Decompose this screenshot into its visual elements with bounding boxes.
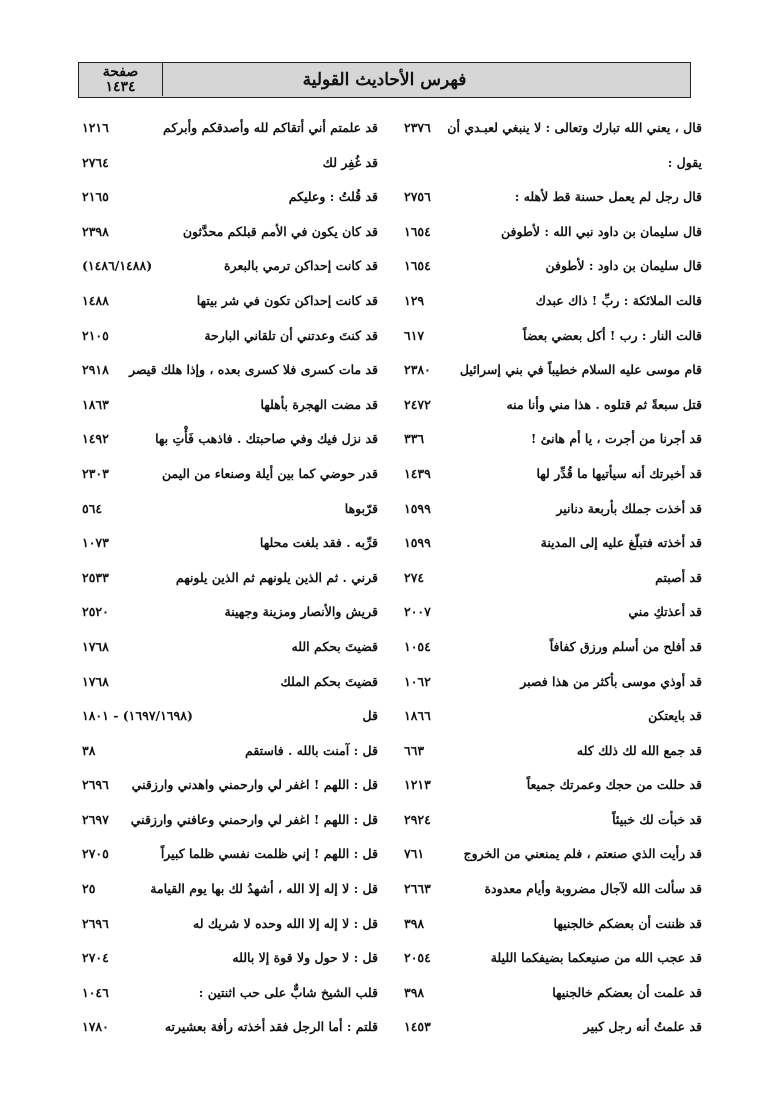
entry-text: قد رأيت الذي صنعتم ، فلم يمنعني من الخروج (463, 846, 702, 862)
index-entry (80, 700, 378, 735)
index-entry (400, 285, 702, 320)
entry-text: قد كنتَ وعدتني أن تلقاني البارحة (204, 327, 378, 343)
entry-text: قلب الشيخ شابٌّ على حب اثنتين : (198, 984, 378, 1000)
entry-text: قل : اللهم ! اغفر لي وارحمني واهدني وارزقني (131, 777, 378, 793)
entry-text: قل : لا إله إلا الله ، أشهدُ لك بها يوم القيامة (150, 881, 378, 897)
entry-text: قد مضت الهجرة بأهلها (260, 396, 378, 412)
entry-text: قد نزل فيك وفي صاحبتك . فاذهب فَأْتِ بها (155, 431, 378, 447)
entry-hadith-number: ١٧٨٠ (82, 1019, 109, 1035)
index-entry (80, 354, 378, 389)
entry-hadith-number: ٢٣٠٣ (82, 465, 109, 481)
entry-hadith-number: ١٠٥٤ (404, 638, 431, 654)
index-entry (80, 769, 378, 804)
index-entry (80, 493, 378, 528)
entry-hadith-number: ٢٧٠٥ (82, 846, 109, 862)
entry-text: قد كانت إحداكن تكون في شر بيتها (196, 292, 378, 308)
entry-text: قضيتَ بحكم الله (291, 638, 378, 654)
entry-hadith-number: ٢٧٥٦ (404, 189, 431, 205)
entry-hadith-number: ١٤٥٣ (404, 1019, 431, 1035)
entry-hadith-number: ١٢١٦ (82, 120, 109, 135)
index-entry (80, 181, 378, 216)
entry-text: قال سليمان بن داود نبي الله : لأطوفن (501, 223, 702, 239)
entry-hadith-number: ٢٩٢٤ (404, 811, 431, 827)
entry-hadith-number: ٥٦٤ (82, 500, 103, 516)
index-entry (400, 112, 702, 147)
entry-text: قد ظننت أن بعضكم خالجنيها (553, 915, 702, 931)
index-entry (400, 354, 702, 389)
entry-text: قد مات كسرى فلا كسرى بعده ، وإذا هلك قيصر (129, 362, 378, 378)
entry-hadith-number: ٢٦٩٦ (82, 777, 109, 793)
index-entry (80, 908, 378, 943)
entry-hadith-number: ٦١٧ (404, 327, 425, 343)
index-entry (80, 250, 378, 285)
entry-text: قد علمت أن بعضكم خالجنيها (552, 984, 702, 1000)
index-entry (400, 666, 702, 701)
index-entry (80, 285, 378, 320)
entry-hadith-number: ٢٧٠٤ (82, 950, 109, 966)
entry-hadith-number: ١٥٩٩ (404, 500, 431, 516)
entry-text: قد كان يكون في الأمم قبلكم محدَّثون (182, 223, 378, 239)
index-entry (80, 666, 378, 701)
index-entry (80, 873, 378, 908)
entry-hadith-number: ١٨٦٣ (82, 396, 109, 412)
entry-hadith-number: ١٥٩٩ (404, 535, 431, 551)
entry-text: قريش والأنصار ومزينة وجهينة (224, 604, 378, 620)
index-entry (400, 216, 702, 251)
index-entry (400, 769, 702, 804)
entry-text: قد قُلتُ : وعليكم (288, 189, 378, 205)
entry-hadith-number: ٣٨ (82, 742, 96, 758)
entry-hadith-number: ٢٩١٨ (82, 362, 109, 378)
entry-hadith-number: ١٠٦٢ (404, 673, 431, 689)
entry-hadith-number: ١٢٩ (404, 292, 425, 308)
entry-hadith-number: ٢٧٤ (404, 569, 425, 585)
entry-hadith-number: ٢١٠٥ (82, 327, 109, 343)
index-entry (400, 458, 702, 493)
index-entry (400, 147, 702, 182)
entry-hadith-number: ١٤٣٩ (404, 465, 431, 481)
entry-text: قالت الملائكة : ربِّ ! ذاك عبدك (535, 292, 702, 308)
index-entry (80, 838, 378, 873)
entry-text: قد أعذتكِ مني (628, 604, 702, 620)
index-entry (400, 631, 702, 666)
page-header (78, 62, 691, 98)
page-number-box (79, 63, 163, 96)
index-entry (80, 147, 378, 182)
entry-text: قد بايعتكن (648, 708, 702, 724)
index-entry (80, 112, 378, 147)
index-entry (80, 596, 378, 631)
index-entry (400, 1011, 702, 1046)
entry-hadith-number: ٢٥٣٣ (82, 569, 109, 585)
index-entry (400, 527, 702, 562)
entry-hadith-number: ٣٩٨ (404, 915, 425, 931)
index-entry (80, 1011, 378, 1046)
index-entry (80, 735, 378, 770)
page-title: فهرس الأحاديث القولية (302, 69, 467, 90)
index-entry (80, 216, 378, 251)
index-entry (400, 977, 702, 1012)
entry-text: قد علمتم أني أتقاكم لله وأصدقكم وأبركم (163, 120, 378, 135)
entry-text: قل : آمنت بالله . فاستقم (245, 742, 378, 758)
index-entry (80, 804, 378, 839)
entry-text: قد جمع الله لك ذلك كله (576, 742, 702, 758)
entry-hadith-number: ١٦٥٤ (404, 258, 431, 274)
entry-hadith-number: ٢٠٠٧ (404, 604, 431, 620)
entry-text: قل : اللهم ! إني ظلمت نفسي ظلما كبيراً (160, 846, 378, 862)
entry-text: قلتم : أما الرجل فقد أخذته رأفة بعشيرته (164, 1019, 378, 1035)
index-entry (400, 562, 702, 597)
entry-hadith-number: ٢٦٦٣ (404, 881, 431, 897)
entry-hadith-number: ١٧٦٨ (82, 638, 109, 654)
entry-hadith-number: ٢٥٢٠ (82, 604, 109, 620)
entry-text: قل : لا إله إلا الله وحده لا شريك له (193, 915, 378, 931)
entry-text: قد أجرنا من أجرت ، يا أم هانئ ! (530, 431, 702, 447)
entry-text: قام موسى عليه السلام خطيباً في بني إسرائيل (459, 362, 702, 378)
entry-hadith-number: ٢١٦٥ (82, 189, 109, 205)
entry-hadith-number: ٢٠٥٤ (404, 950, 431, 966)
index-entry (80, 389, 378, 424)
entry-text: قتل سبعةً ثم قتلوه . هذا مني وأنا منه (506, 396, 702, 412)
index-entry (400, 493, 702, 528)
entry-text: قد أفلح من أسلم ورزق كفافاً (549, 638, 702, 654)
entry-hadith-number: ٢٣٧٦ (404, 120, 431, 135)
entry-hadith-number: (١٦٩٧/١٦٩٨) - ١٨٠١ (82, 708, 193, 724)
entry-hadith-number: ١٤٨٨ (82, 292, 109, 308)
entry-text: قرِّبه . فقد بلغت محلها (259, 535, 378, 551)
entry-text: قرّبوها (344, 500, 378, 516)
entry-hadith-number: ٢٣٩٨ (82, 223, 109, 239)
index-entry (400, 389, 702, 424)
entry-hadith-number: ٣٣٦ (404, 431, 425, 447)
entry-hadith-number: ٢٧٦٤ (82, 154, 109, 170)
entry-hadith-number: ١٦٥٤ (404, 223, 431, 239)
entry-hadith-number: ١٠٤٦ (82, 984, 109, 1000)
entry-hadith-number: (١٤٨٦/١٤٨٨) (82, 258, 153, 274)
index-entry (400, 804, 702, 839)
entry-text: قد أخذته فتبلّغ عليه إلى المدينة (540, 535, 702, 551)
index-entry (80, 423, 378, 458)
entry-text: قل : اللهم ! اغفر لي وارحمني وعافني وارزقني (130, 811, 378, 827)
entry-hadith-number: ١٨٦٦ (404, 708, 431, 724)
index-entry (80, 977, 378, 1012)
index-column-left (80, 112, 378, 1046)
entry-text: قد عجب الله من صنيعكما بضيفكما الليلة (490, 950, 702, 966)
entry-hadith-number: ١٤٩٢ (82, 431, 109, 447)
entry-text: قضيتَ بحكم الملك (280, 673, 378, 689)
entry-hadith-number: ١٧٦٨ (82, 673, 109, 689)
index-column-right (400, 112, 702, 1046)
entry-text: قد غُفِر لك (322, 154, 378, 170)
entry-text: قد أخبرتك أنه سيأتيها ما قُدِّر لها (536, 465, 702, 481)
entry-text: قال سليمان بن داود : لأطوفن (545, 258, 702, 274)
entry-text: قد علمتُ أنه رجل كبير (583, 1019, 702, 1035)
entry-text: يقول : (667, 154, 702, 170)
index-entry (80, 458, 378, 493)
entry-text: قالت النار : رب ! أكل بعضي بعضاً (523, 327, 702, 343)
index-entry (400, 320, 702, 355)
index-entry (400, 700, 702, 735)
entry-hadith-number: ٢٤٧٢ (404, 396, 431, 412)
index-entry (400, 181, 702, 216)
entry-hadith-number: ٢٣٨٠ (404, 362, 431, 378)
index-entry (400, 250, 702, 285)
index-entry (80, 631, 378, 666)
index-entry (400, 908, 702, 943)
index-entry (400, 838, 702, 873)
page-label: صفحة (102, 63, 139, 80)
entry-hadith-number: ٧٦١ (404, 846, 425, 862)
entry-text: قد أصبتم (655, 569, 702, 585)
index-entry (400, 942, 702, 977)
index-entry (400, 423, 702, 458)
entry-hadith-number: ٦٦٣ (404, 742, 425, 758)
entry-text: قد سألت الله لآجال مضروبة وأيام معدودة (484, 881, 702, 897)
entry-text: قد أوذي موسى بأكثر من هذا فصبر (520, 673, 702, 689)
entry-text: قال رجل لم يعمل حسنة قط لأهله : (514, 189, 702, 205)
entry-text: قدر حوضي كما بين أيلة وصنعاء من اليمن (162, 465, 378, 481)
entry-hadith-number: ١٠٧٣ (82, 535, 109, 551)
index-entry (80, 527, 378, 562)
entry-hadith-number: ٢٦٩٧ (82, 811, 109, 827)
entry-text: قد خبأت لك خبيئاً (612, 811, 702, 827)
entry-hadith-number: ٢٦٩٦ (82, 915, 109, 931)
index-entry (400, 596, 702, 631)
index-entry (80, 942, 378, 977)
entry-text: قد كانت إحداكن ترمي بالبعرة (224, 258, 378, 274)
index-entry (400, 873, 702, 908)
entry-hadith-number: ١٢١٣ (404, 777, 431, 793)
entry-text: قل (362, 708, 378, 724)
entry-text: قد حللت من حجك وعمرتك جميعاً (526, 777, 702, 793)
index-entry (400, 735, 702, 770)
entry-text: قال ، يعني الله تبارك وتعالى : لا ينبغي لعبـدي أن (447, 120, 702, 135)
index-entry (80, 320, 378, 355)
page-number: ١٤٣٤ (105, 78, 136, 95)
entry-text: قد أخذت جملك بأربعة دنانير (556, 500, 702, 516)
index-entry (80, 562, 378, 597)
entry-hadith-number: ٢٥ (82, 881, 96, 897)
entry-hadith-number: ٣٩٨ (404, 984, 425, 1000)
entry-text: قرني . ثم الذين يلونهم ثم الذين يلونهم (175, 569, 378, 585)
entry-text: قل : لا حول ولا قوة إلا بالله (232, 950, 378, 966)
